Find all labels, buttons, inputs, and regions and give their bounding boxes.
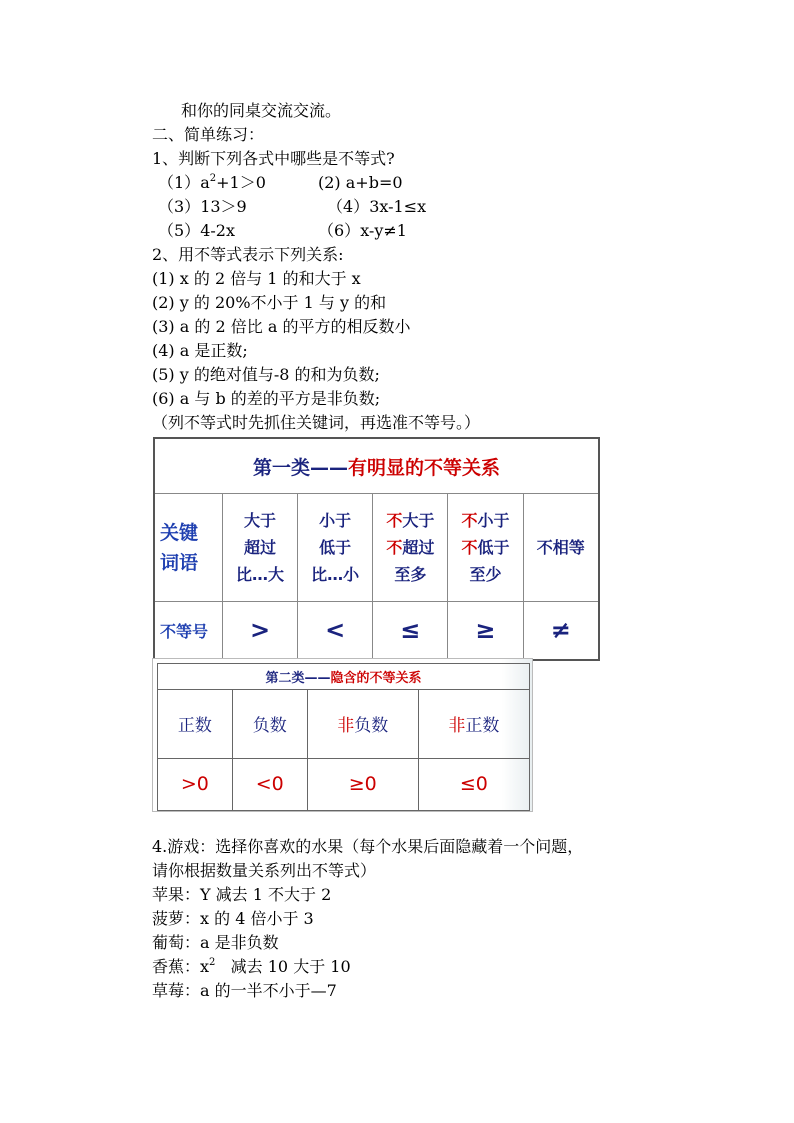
q1-item-3: （3）13＞9 (158, 197, 247, 216)
fruit-item-pineapple: 菠萝：x 的 4 倍小于 3 (152, 909, 314, 928)
keyword-cell-not-equal: 不相等 (523, 494, 599, 602)
q2-item-3: (3) a 的 2 倍比 a 的平方的相反数小 (152, 317, 411, 336)
symbol-less: < (298, 602, 373, 660)
fruit-item-apple: 苹果：Y 减去 1 不大于 2 (152, 885, 332, 904)
value-non-positive: ≤0 (418, 758, 529, 810)
keyword-cell-greater: 大于 超过 比…大 (223, 494, 298, 602)
q1-item-1: $(1)a^2+1>0$ (158, 173, 266, 192)
symbol-greater-equal: ≥ (448, 602, 523, 660)
value-positive: >0 (158, 758, 233, 810)
table1-title: 第一类——有明显的不等关系 (154, 438, 599, 494)
question-2-title: 2、用不等式表示下列关系: (152, 245, 344, 264)
implicit-inequality-table (157, 663, 530, 811)
q2-item-2: (2) y 的 20%不小于 1 与 y 的和 (152, 293, 387, 312)
value-negative: <0 (232, 758, 307, 810)
label-non-negative: 非负数 (307, 689, 418, 758)
fruit-item-banana: 香蕉：$x^2$ 减去 10 大于 10 (152, 957, 351, 976)
q2-item-5: (5) y 的绝对值与-8 的和为负数; (152, 365, 380, 384)
symbol-greater: > (223, 602, 298, 660)
symbol-row-header: 不等号 (154, 602, 223, 660)
keyword-cell-not-greater: 不大于 不超过 至多 (373, 494, 448, 602)
keyword-cell-less: 小于 低于 比…小 (298, 494, 373, 602)
value-non-negative: ≥0 (307, 758, 418, 810)
label-positive: 正数 (158, 689, 233, 758)
keyword-cell-not-less: 不小于 不低于 至少 (448, 494, 523, 602)
keyword-row-header: 关键 词语 (154, 494, 223, 602)
question-4-title-line1: 4.游戏：选择你喜欢的水果（每个水果后面隐藏着一个问题， (152, 837, 584, 856)
implicit-inequality-panel (152, 658, 533, 812)
fruit-item-strawberry: 草莓：a 的一半不小于—7 (152, 981, 337, 1000)
q2-item-1: (1) x 的 2 倍与 1 的和大于 x (152, 269, 361, 288)
question-4-title-line2: 请你根据数量关系列出不等式） (152, 861, 377, 880)
table2-title: 第二类——隐含的不等关系 (158, 664, 530, 690)
q2-note: （列不等式时先抓住关键词，再选准不等号。） (152, 413, 481, 432)
q1-item-2: (2) a+b=0 (318, 173, 403, 192)
question-1-title: 1、判断下列各式中哪些是不等式? (152, 149, 395, 168)
q1-item-6: （6）x-y≠1 (318, 221, 407, 240)
q1-item-4: （4）3x-1≤x (327, 197, 427, 216)
label-non-positive: 非正数 (418, 689, 529, 758)
intro-line: 和你的同桌交流交流。 (181, 101, 342, 120)
label-negative: 负数 (232, 689, 307, 758)
fruit-item-grape: 葡萄：a 是非负数 (152, 933, 279, 952)
symbol-not-equal: ≠ (523, 602, 599, 660)
explicit-inequality-table (153, 437, 600, 661)
q1-item-5: （5）4-2x (158, 221, 235, 240)
symbol-less-equal: ≤ (373, 602, 448, 660)
q2-item-4: (4) a 是正数; (152, 341, 248, 360)
section-heading: 二、简单练习： (152, 125, 265, 144)
q2-item-6: (6) a 与 b 的差的平方是非负数; (152, 389, 381, 408)
